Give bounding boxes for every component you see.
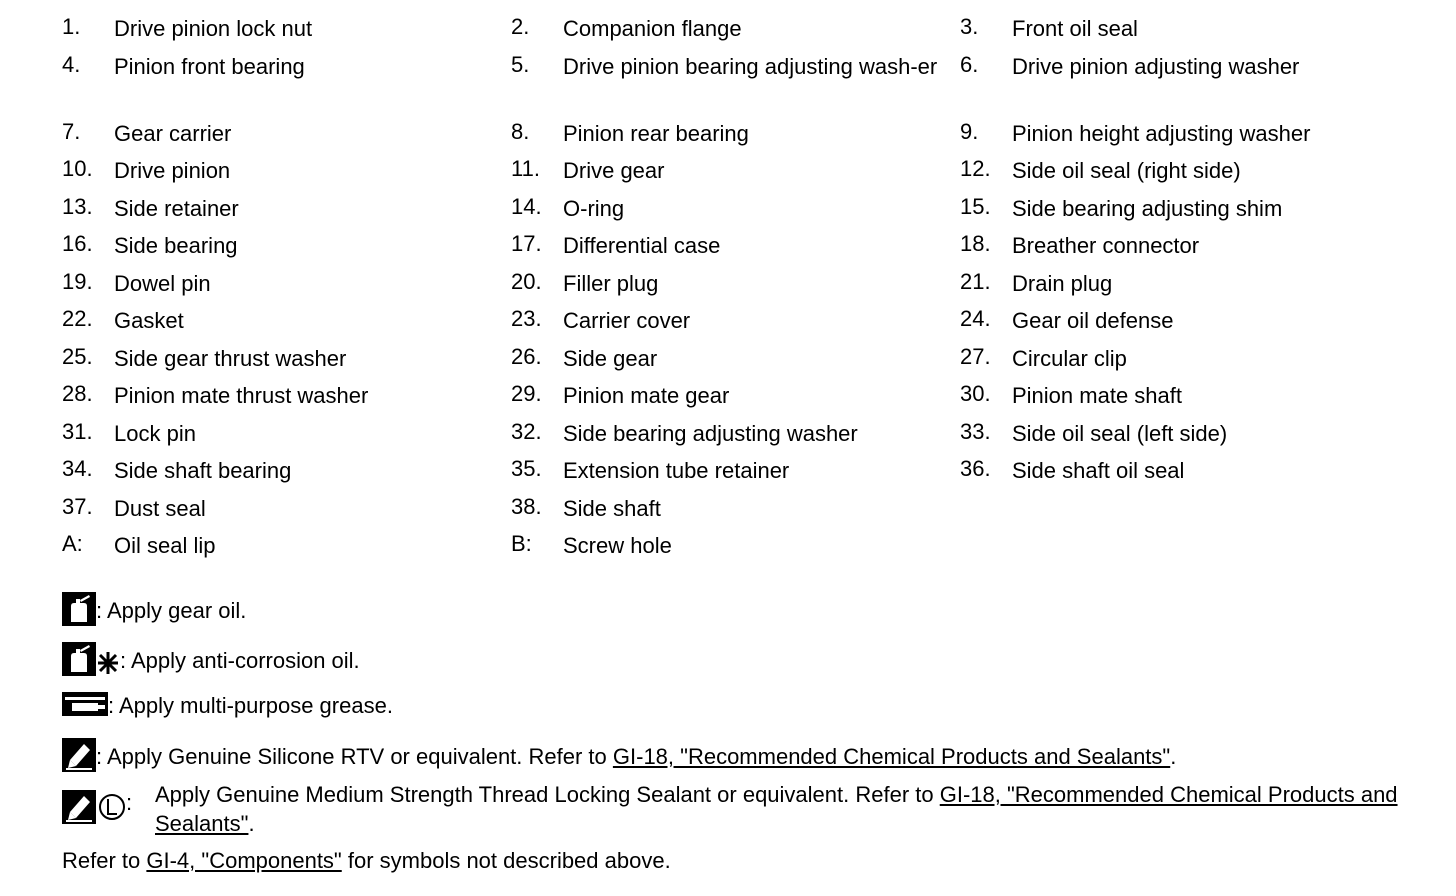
part-number: 20. [511,268,542,294]
parts-row [62,14,1442,52]
note-gear-oil-text: : Apply gear oil. [96,597,247,623]
part-number: 13. [62,193,93,219]
part-number: 8. [511,118,530,144]
part-name: Companion flange [563,16,742,41]
parts-row [62,419,1442,457]
note-grease [62,692,393,722]
part-name: Side bearing adjusting washer [563,420,858,446]
part-name: Front oil seal [1012,16,1138,41]
part-name: Pinion mate shaft [1012,383,1182,408]
sealant-locking-icon [62,790,126,830]
grease-gun-icon [62,692,108,722]
note-refer [62,848,671,874]
part-number: 26. [511,343,542,369]
part-number: 34. [62,456,93,481]
part-number: 31. [62,418,93,444]
part-name: Drive gear [563,158,665,183]
part-name: Pinion rear bearing [563,120,749,146]
part-name: Side retainer [114,195,239,221]
part-number: 22. [62,306,93,331]
part-number: 23. [511,306,542,331]
part-number: 29. [511,381,542,406]
parts-row [62,269,1442,307]
part-name: Gear oil defense [1012,308,1174,333]
part-name: Pinion mate thrust washer [114,383,369,408]
part-name: Carrier cover [563,308,691,333]
part-number: 32. [511,418,542,444]
part-name: Side oil seal (right side) [1012,158,1241,183]
part-name: Pinion mate gear [563,383,730,408]
part-number: 21. [960,268,991,294]
part-number: 19. [62,268,93,294]
note-thread-lock-suffix: . [248,811,255,836]
parts-row [62,156,1442,194]
parts-row [62,52,1442,119]
note-thread-lock-prefix: Apply Genuine Medium Strength Thread Locking Sealant or equivalent. Refer to [155,782,940,807]
part-name: O-ring [563,195,625,221]
part-name: Pinion front bearing [114,53,305,79]
part-name: Drive pinion bearing adjusting wash-er [563,53,938,79]
part-number: 38. [511,493,542,519]
note-refer-suffix: for symbols not described above. [341,848,671,873]
part-number: 2. [511,14,530,39]
part-number: 24. [960,306,991,331]
part-number: 36. [960,456,991,481]
note-silicone-suffix: . [1170,743,1177,769]
part-number: B: [511,531,532,556]
parts-row [62,306,1442,344]
part-name: Gasket [114,308,184,333]
note-gear-oil [62,592,246,632]
note-silicone-prefix: : Apply Genuine Silicone RTV or equivalent. Refer to [96,743,613,769]
part-name: Side bearing [114,233,238,258]
parts-row [62,381,1442,419]
part-name: Side bearing adjusting shim [1012,195,1283,221]
part-number: 18. [960,231,991,256]
part-name: Breather connector [1012,233,1200,258]
note-anti-corrosion [62,642,360,682]
part-number: 4. [62,51,81,77]
part-name: Drive pinion adjusting washer [1012,53,1300,79]
part-name: Drive pinion lock nut [114,16,313,41]
part-name: Side shaft [563,495,661,521]
parts-row [62,494,1442,532]
gi-18-link-2[interactable]: GI-18, "Recommended Chemical Products and Sealants" [155,782,1398,836]
part-name: Gear carrier [114,120,232,146]
part-number: 25. [62,343,93,369]
part-number: 7. [62,118,81,144]
part-name: Differential case [563,233,721,258]
part-name: Dowel pin [114,270,211,296]
note-grease-text: : Apply multi-purpose grease. [108,692,393,718]
parts-row [62,119,1442,157]
note-refer-prefix: Refer to [62,848,147,873]
parts-row [62,231,1442,269]
part-number: A: [62,531,83,556]
part-name: Side shaft bearing [114,458,292,483]
part-name: Extension tube retainer [563,458,790,483]
gi-18-link[interactable]: GI-18, "Recommended Chemical Products and Sealants" [612,743,1171,769]
part-name: Drive pinion [114,158,231,183]
part-number: 15. [960,193,991,219]
note-thread-lock [62,780,1442,840]
oil-can-icon [62,592,96,632]
part-name: Pinion height adjusting washer [1012,120,1311,146]
part-number: 14. [511,193,542,219]
note-silicone [62,738,1176,778]
parts-row [62,531,1442,569]
part-name: Dust seal [114,495,206,521]
part-name: Oil seal lip [114,533,216,558]
part-name: Side shaft oil seal [1012,458,1185,483]
part-number: 28. [62,381,93,406]
part-number: 37. [62,493,93,519]
part-name: Screw hole [563,533,672,558]
part-name: Filler plug [563,270,659,296]
part-number: 9. [960,118,979,144]
part-name: Side oil seal (left side) [1012,420,1228,446]
part-number: 17. [511,231,542,256]
part-number: 30. [960,381,991,406]
part-number: 12. [960,156,991,181]
part-number: 27. [960,343,991,369]
part-number: 5. [511,51,530,77]
part-number: 35. [511,456,542,481]
part-number: 10. [62,156,93,181]
sealant-icon [62,738,96,778]
part-name: Side gear [563,345,658,371]
note-thread-lock-body [155,780,1415,838]
note-thread-lock-colon: : [126,790,133,815]
part-number: 6. [960,51,979,77]
part-number: 3. [960,14,979,39]
parts-row [62,456,1442,494]
parts-row [62,344,1442,382]
part-number: 1. [62,14,81,39]
part-name: Circular clip [1012,345,1127,371]
part-number: 11. [511,156,540,181]
part-name: Side gear thrust washer [114,345,347,371]
gi-4-link[interactable]: GI-4, "Components" [146,848,342,873]
oil-can-asterisk-icon [62,642,120,682]
parts-legend [62,14,1442,569]
note-anti-corrosion-text: : Apply anti-corrosion oil. [120,647,360,673]
part-name: Drain plug [1012,270,1113,296]
part-number: 33. [960,418,991,444]
part-number: 16. [62,231,93,256]
parts-row [62,194,1442,232]
part-name: Lock pin [114,420,196,446]
